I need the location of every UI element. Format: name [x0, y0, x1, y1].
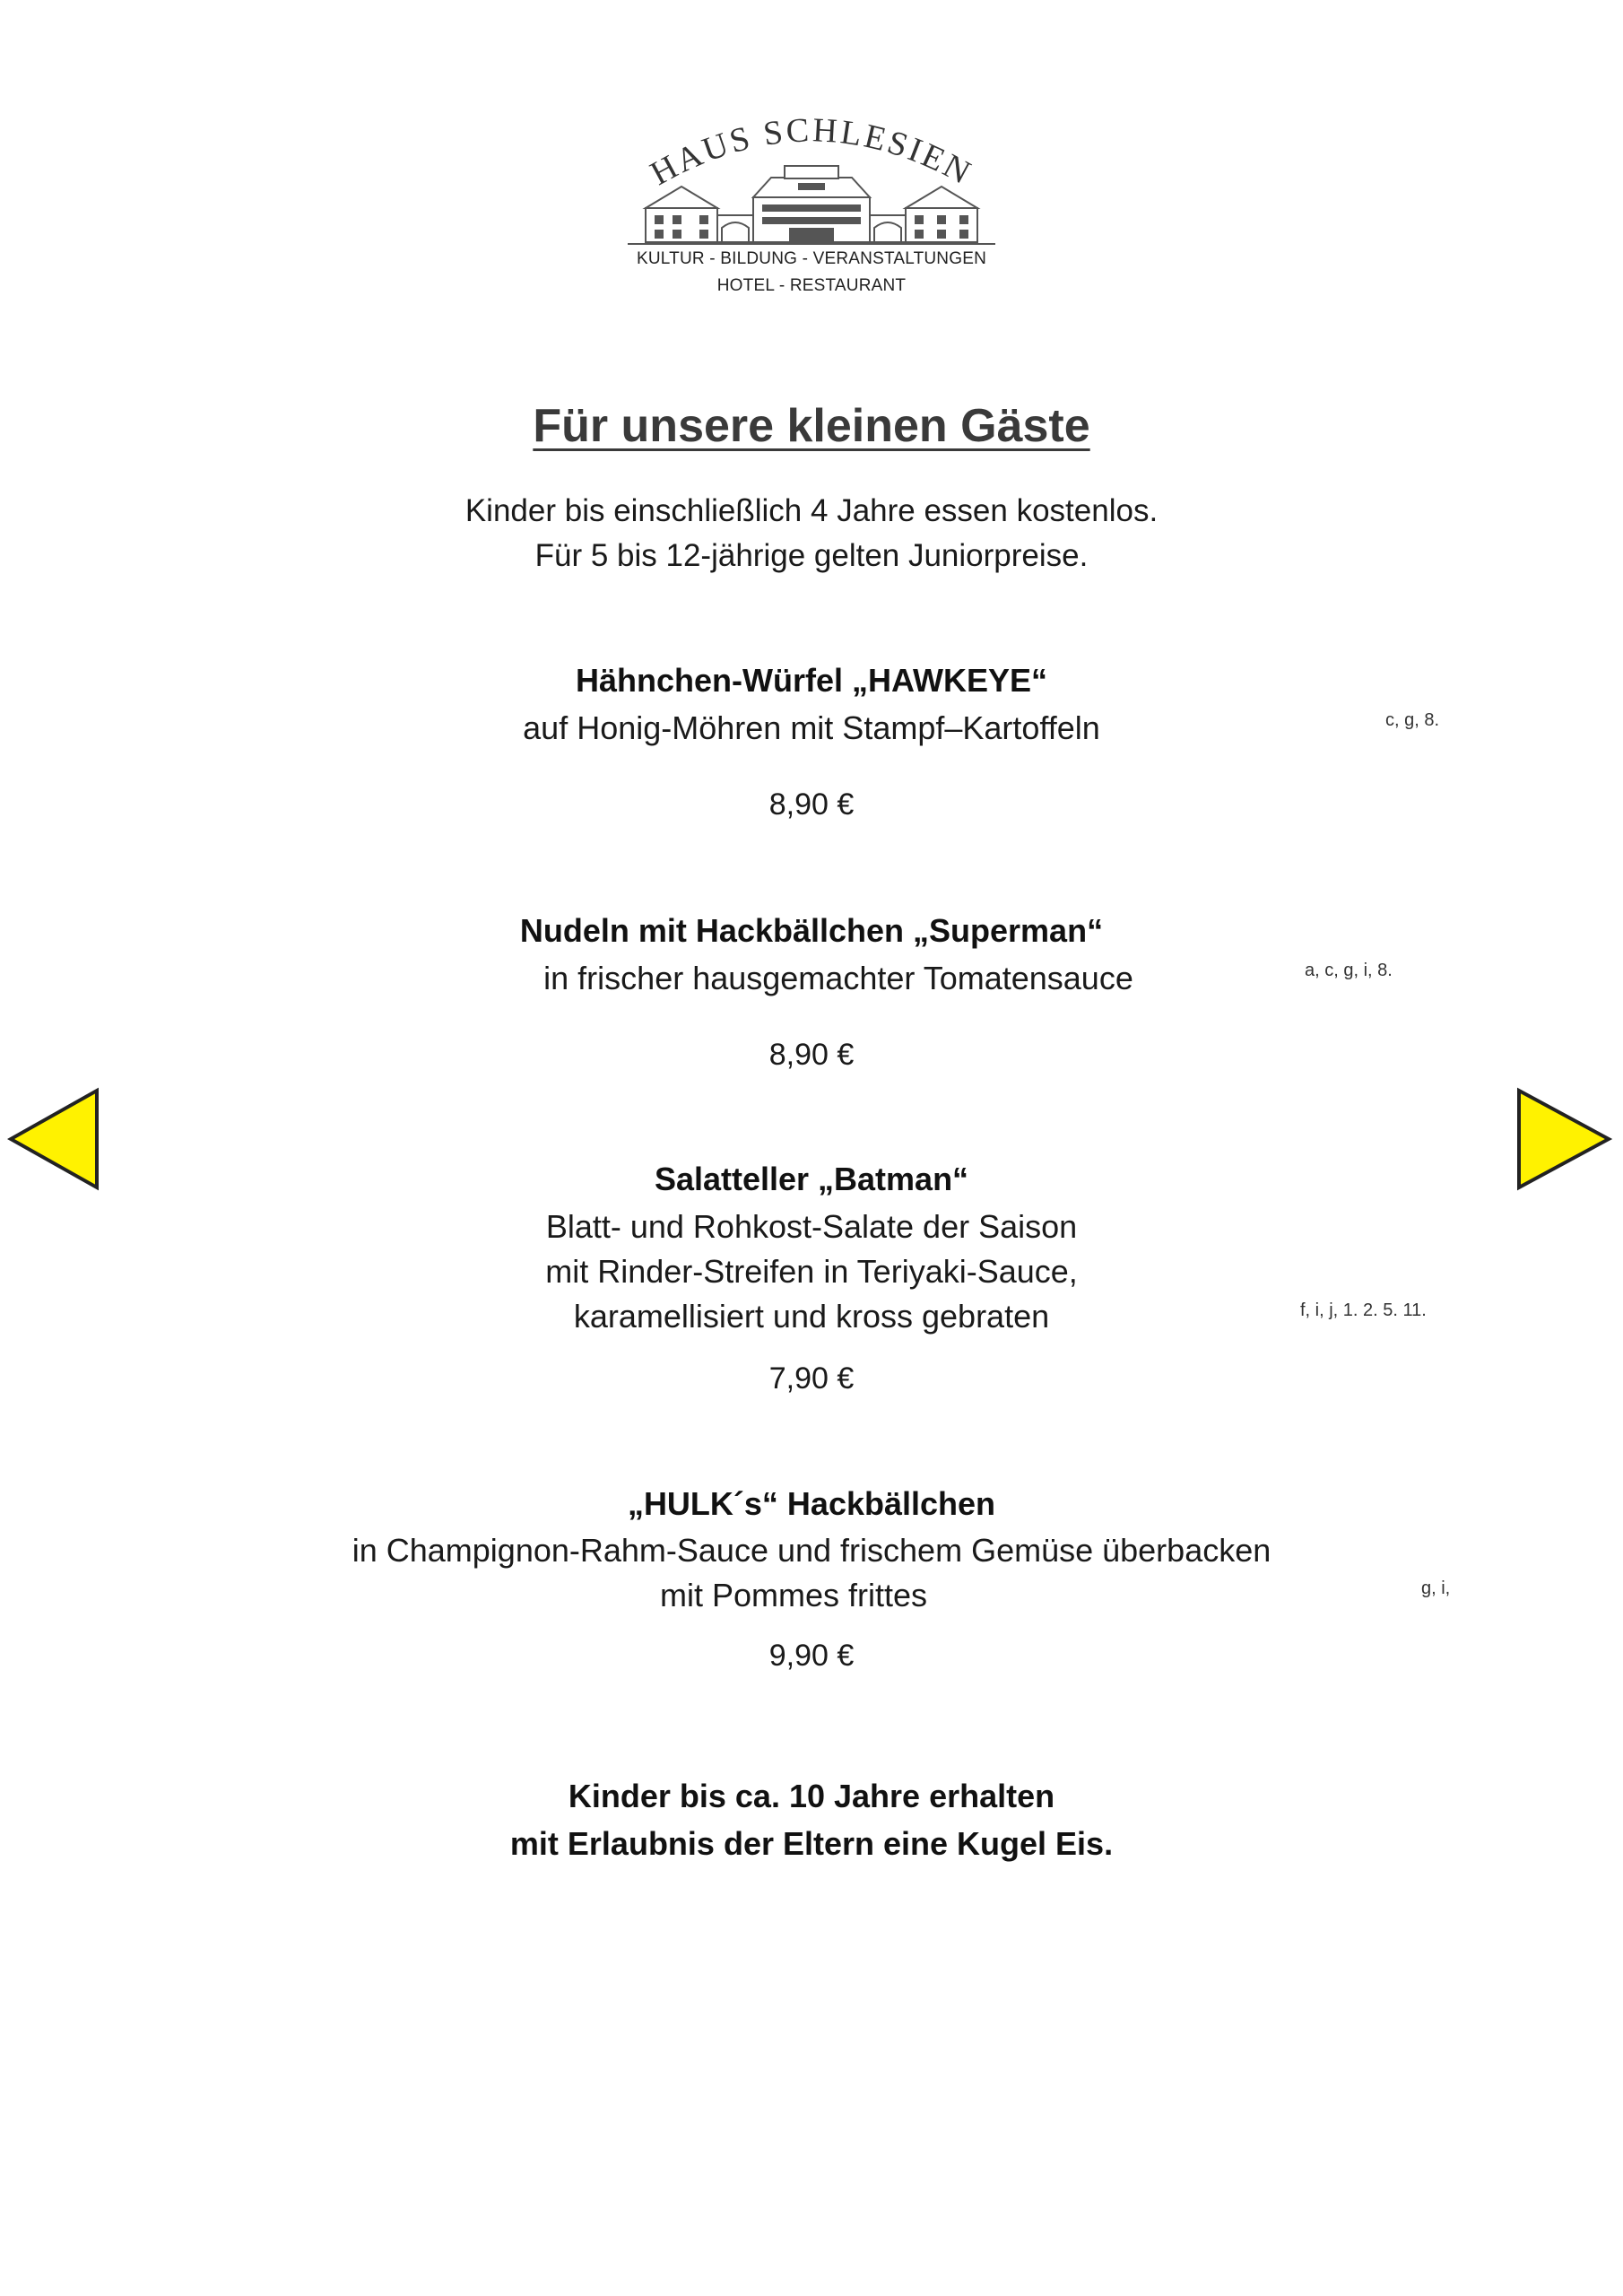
dish-2-allergens: a, c, g, i, 8. [1305, 961, 1393, 980]
dish-2-title: Nudeln mit Hackbällchen „Superman“ [519, 912, 1104, 949]
dish-2-desc-line-1: in frischer hausgemachter Tomatensauce [543, 960, 1133, 996]
triangle-left-icon [7, 1087, 100, 1191]
dish-4-price: 9,90 € [768, 1639, 855, 1673]
dish-4-allergens: g, i, [1421, 1578, 1451, 1598]
intro-line-1: Kinder bis einschließlich 4 Jahre essen kostenlos. [464, 493, 1159, 528]
dish-1-desc-line-1: auf Honig-Möhren mit Stampf–Kartoffeln [523, 709, 1100, 746]
dish-3-allergens: f, i, j, 1. 2. 5. 11. [1300, 1300, 1427, 1320]
dish-2-price: 8,90 € [768, 1038, 855, 1072]
page-heading: Für unsere kleinen Gäste [533, 400, 1090, 452]
logo [628, 99, 995, 314]
dish-1-title: Hähnchen-Würfel „HAWKEYE“ [575, 662, 1048, 699]
logo-name: HAUS SCHLESIEN [644, 111, 979, 194]
intro-line-2: Für 5 bis 12-jährige gelten Juniorpreise. [534, 538, 1089, 573]
dish-4-title: „HULK´s“ Hackbällchen [627, 1485, 996, 1522]
dish-3-desc-line-1: Blatt- und Rohkost-Salate der Saison [545, 1208, 1078, 1245]
logo-tagline-1: KULTUR - BILDUNG - VERANSTALTUNGEN [636, 249, 986, 268]
dish-3-title: Salatteller „Batman“ [654, 1161, 969, 1197]
prev-page-button[interactable] [7, 1087, 100, 1196]
dish-4-desc-line-2: mit Pommes frittes [659, 1577, 928, 1613]
dish-1-price: 8,90 € [768, 787, 855, 822]
triangle-right-icon [1515, 1087, 1614, 1191]
building-illustration [628, 161, 995, 251]
dish-3-desc-line-2: mit Rinder-Streifen in Teriyaki-Sauce, [545, 1253, 1078, 1290]
dish-1-allergens: c, g, 8. [1385, 710, 1440, 730]
footer-note-line-1: Kinder bis ca. 10 Jahre erhalten [568, 1778, 1055, 1814]
footer-note-line-2: mit Erlaubnis der Eltern eine Kugel Eis. [509, 1825, 1114, 1862]
dish-4-desc-line-1: in Champignon-Rahm-Sauce und frischem Gemüse überbacken [352, 1532, 1271, 1569]
dish-3-price: 7,90 € [768, 1361, 855, 1396]
next-page-button[interactable] [1515, 1087, 1614, 1196]
dish-3-desc-line-3: karamellisiert und kross gebraten [573, 1298, 1050, 1335]
page-heading-wrapper [0, 399, 1623, 453]
logo-tagline-2: HOTEL - RESTAURANT [716, 276, 907, 295]
